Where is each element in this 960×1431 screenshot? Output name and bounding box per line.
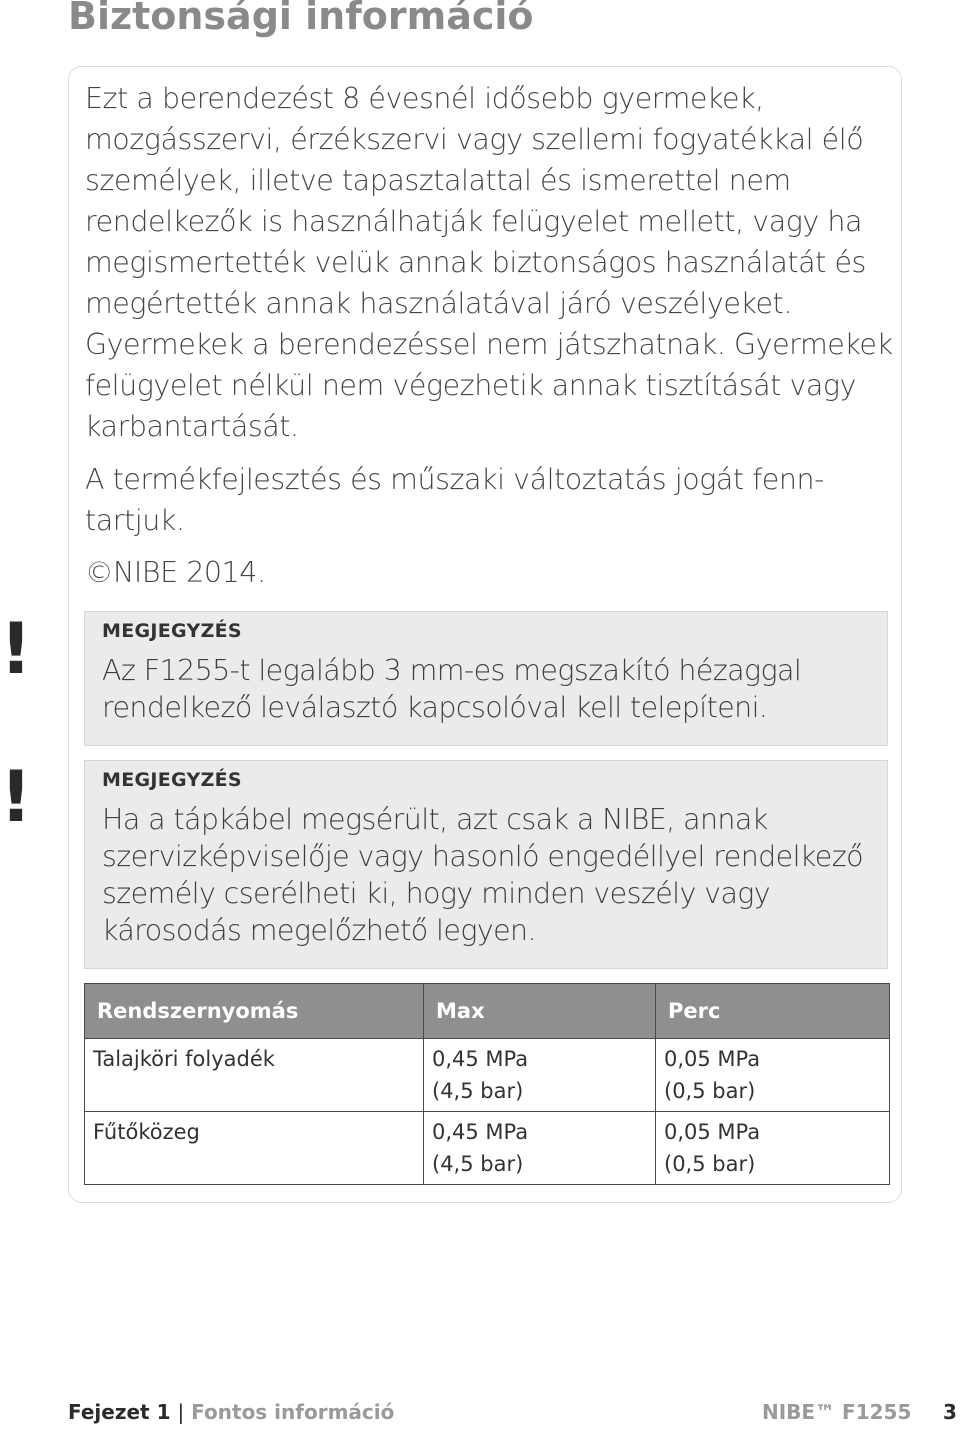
- header-min: Perc: [656, 984, 890, 1039]
- max-mpa: 0,45 MPa: [432, 1047, 529, 1071]
- exclamation-icon: !: [0, 608, 32, 690]
- max-cell: [424, 1039, 656, 1112]
- note-box: [84, 611, 888, 746]
- header-max: Max: [424, 984, 656, 1039]
- safety-paragraph: Ezt a berendezést 8 évesnél idősebb gyermekek, mozgásszervi, érzékszervi vagy szellemi fogyatékkal élő személyek, illetve tapasztalattal és ismerettel nem rendelkezők is használhatják felügyelet mellett, vagy ha megismertették velük annak biztonságos használatát és megértették annak használatával járó veszélyeket. Gyermekek a berendezéssel nem játszhatnak. Gyermekek felügyelet nélkül nem végezhetik annak tisztítását vagy karbantartását.: [85, 82, 893, 443]
- footer-separator: |: [177, 1400, 185, 1424]
- min-cell: [656, 1112, 890, 1185]
- min-mpa: 0,05 MPa: [664, 1120, 761, 1144]
- note-box: [84, 760, 888, 969]
- min-bar: (0,5 bar): [664, 1079, 756, 1103]
- exclamation-icon: !: [0, 756, 32, 838]
- page-footer: [68, 1400, 960, 1430]
- page-number: 3: [943, 1400, 957, 1424]
- footer-chapter-label: Fejezet 1: [68, 1400, 171, 1424]
- note-heading: MEGJEGYZÉS: [102, 620, 242, 642]
- footer-product: NIBE™ F1255: [762, 1400, 912, 1424]
- footer-section: Fontos információ: [191, 1400, 395, 1424]
- header-system-pressure: Rendszernyomás: [85, 984, 424, 1039]
- rights-paragraph: A termékfejlesztés és műszaki változtatás jogát fenntartjuk.: [85, 463, 825, 537]
- note-text: Ha a tápkábel megsérült, azt csak a NIBE, annak szervizképviselője vagy hasonló engedéllyel rendelkező személy cserélheti ki, hogy minden veszély vagy károsodás megelőzhető legyen.: [102, 803, 863, 947]
- table-header-row: [85, 984, 890, 1039]
- copyright-text: ©NIBE 2014.: [85, 556, 266, 589]
- max-bar: (4,5 bar): [432, 1079, 524, 1103]
- min-bar: (0,5 bar): [664, 1152, 756, 1176]
- min-cell: [656, 1039, 890, 1112]
- min-mpa: 0,05 MPa: [664, 1047, 761, 1071]
- note-text: Az F1255-t legalább 3 mm-es megszakító hézaggal rendelkező leválasztó kapcsolóval kell telepíteni.: [102, 654, 802, 724]
- pressure-table: [84, 983, 890, 1185]
- page-title: Biztonsági információ: [68, 0, 534, 38]
- max-bar: (4,5 bar): [432, 1152, 524, 1176]
- table-row: [85, 1039, 890, 1112]
- row-label: Talajköri folyadék: [85, 1039, 424, 1112]
- max-cell: [424, 1112, 656, 1185]
- table-row: [85, 1112, 890, 1185]
- row-label: Fűtőközeg: [85, 1112, 424, 1185]
- max-mpa: 0,45 MPa: [432, 1120, 529, 1144]
- footer-chapter: [68, 1400, 394, 1424]
- note-heading: MEGJEGYZÉS: [102, 769, 242, 791]
